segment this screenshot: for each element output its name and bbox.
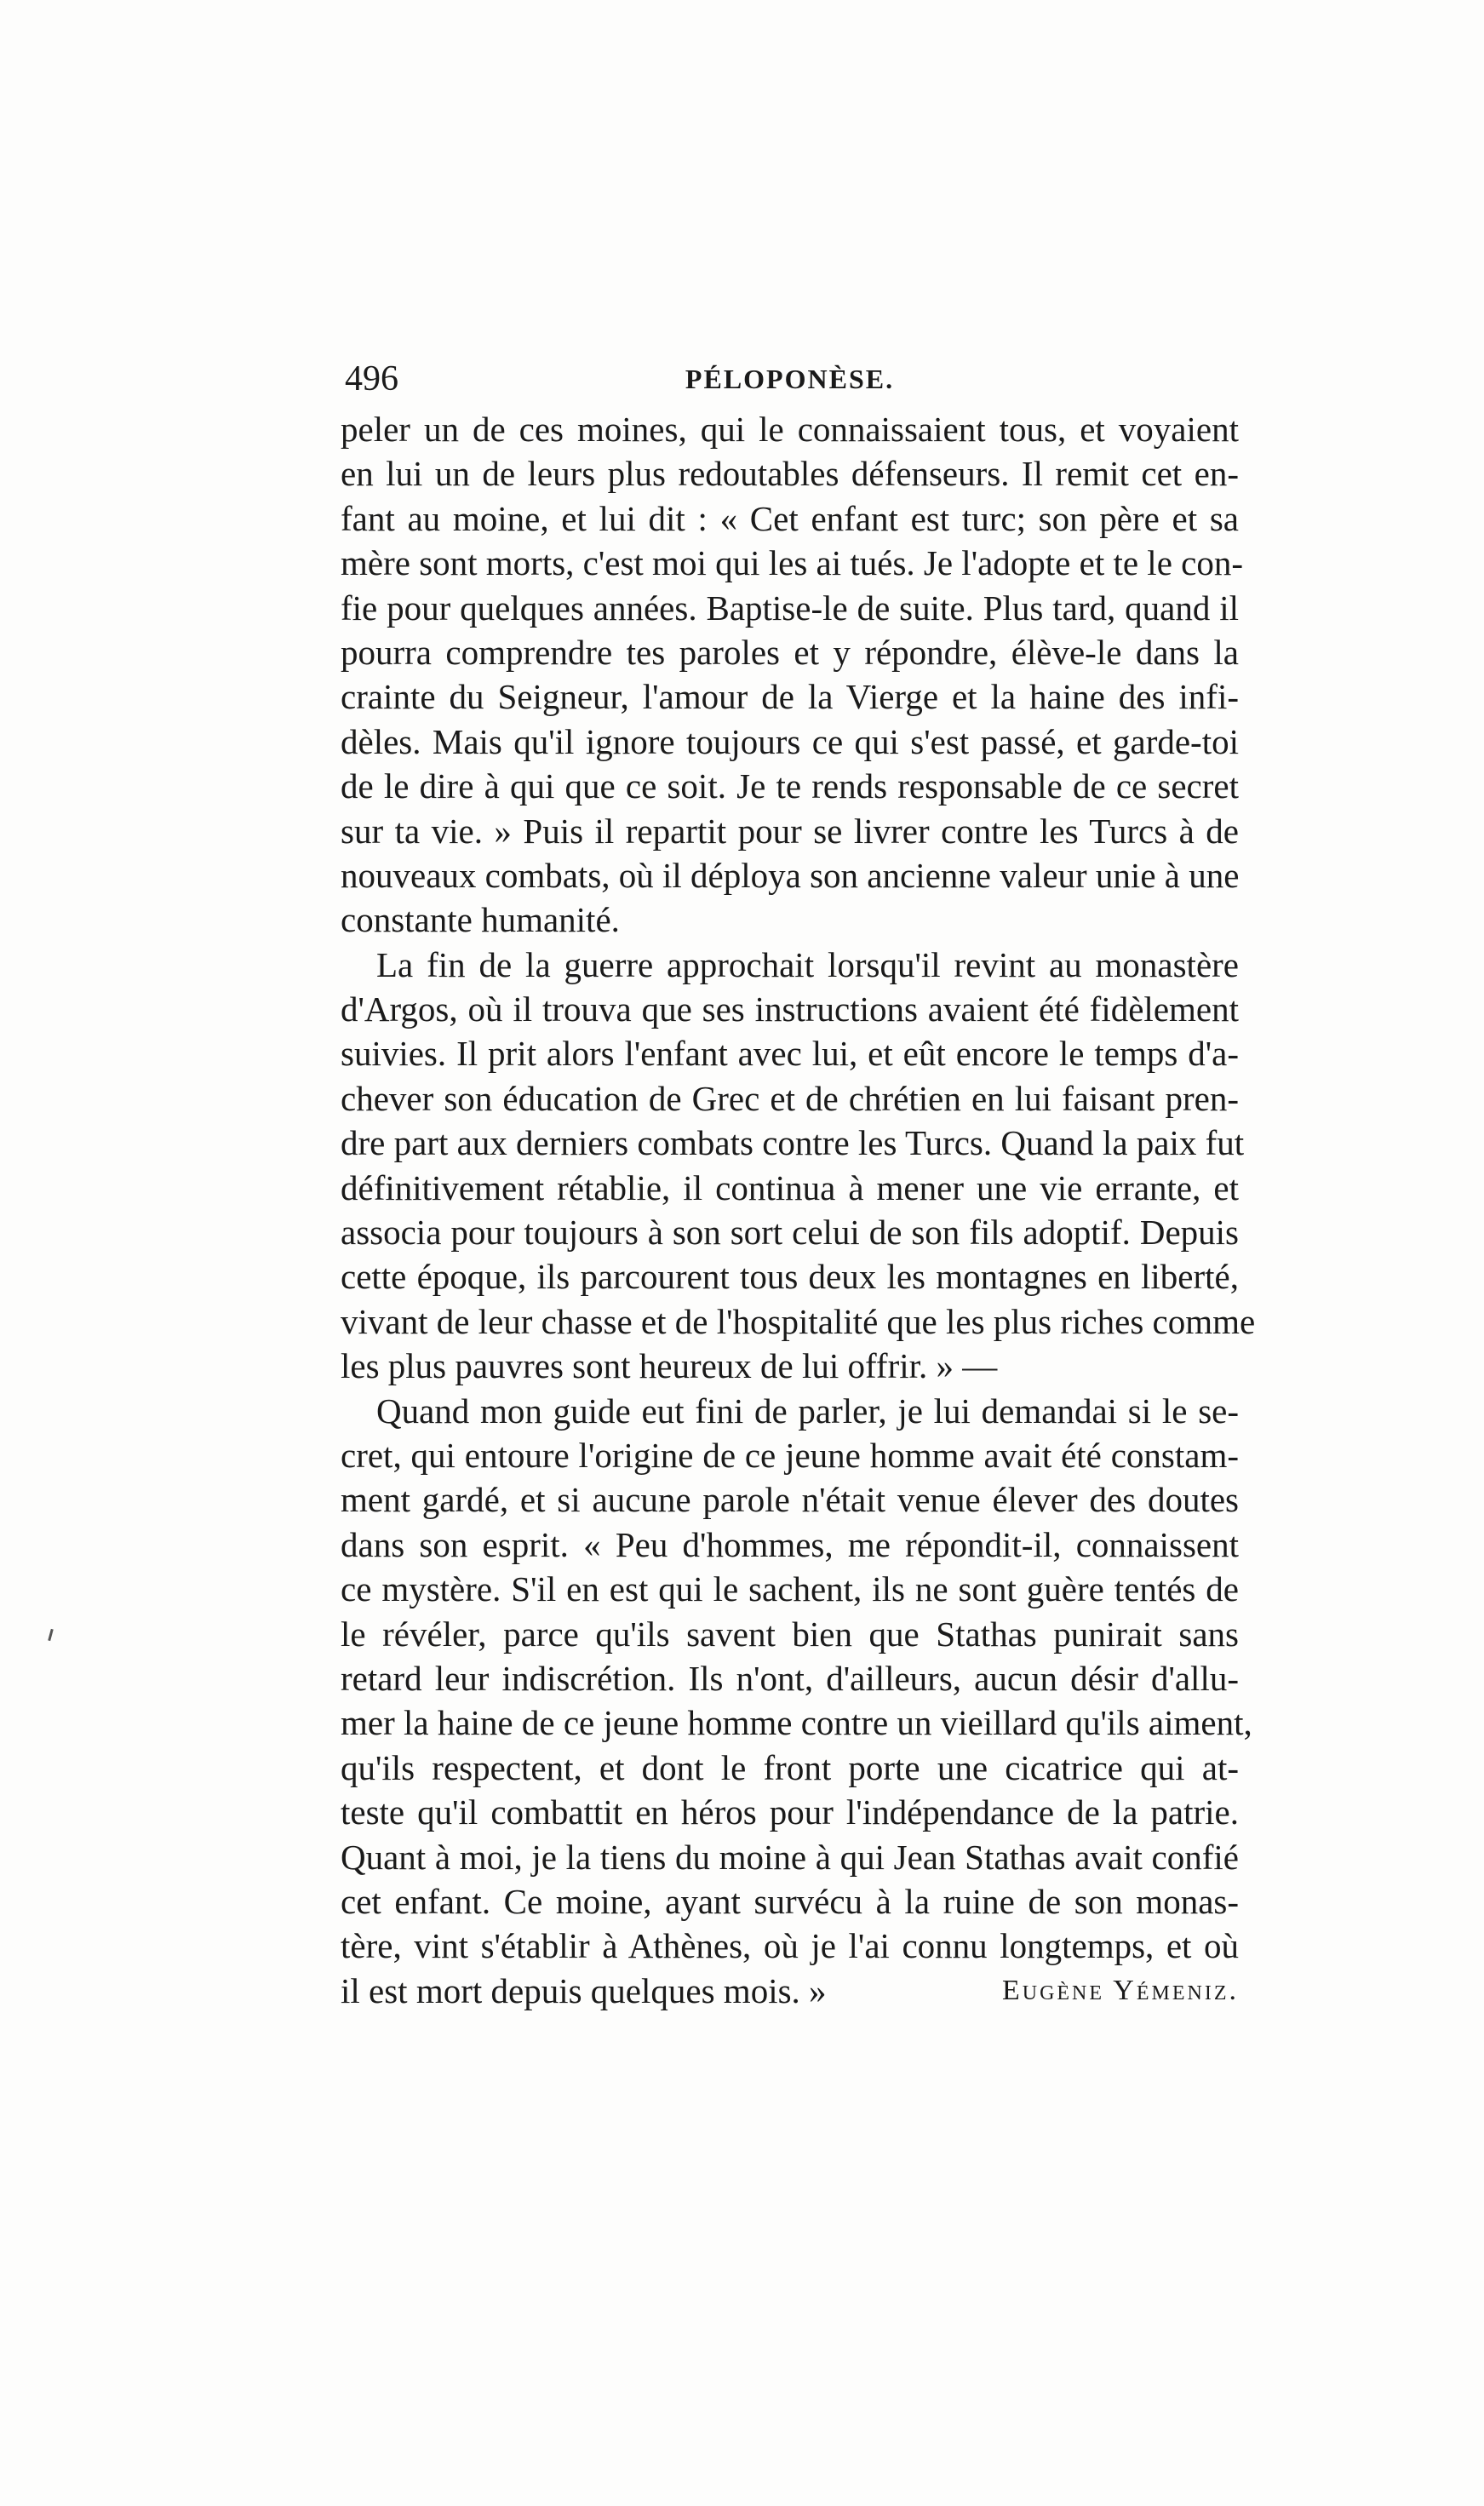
paragraph bbox=[341, 943, 1256, 1389]
text-line: les plus pauvres sont heureux de lui offrir. » — bbox=[341, 1346, 998, 1386]
paragraph bbox=[341, 1389, 1252, 2013]
text-line: le révéler, parce qu'ils savent bien que Stathas punirait sans bbox=[341, 1614, 1239, 1654]
text-line: vivant de leur chasse et de l'hospitalité que les plus riches comme bbox=[341, 1301, 1256, 1341]
text-line: constante humanité. bbox=[341, 900, 620, 940]
text-line: pourra comprendre tes paroles et y répondre, élève-le dans la bbox=[341, 632, 1239, 672]
text-line: ment gardé, et si aucune parole n'était venue élever des doutes bbox=[341, 1480, 1239, 1520]
text-line: mère sont morts, c'est moi qui les ai tués. Je l'adopte et te le con- bbox=[341, 543, 1243, 583]
text-line: retard leur indiscrétion. Ils n'ont, d'ailleurs, aucun désir d'allu- bbox=[341, 1658, 1239, 1698]
text-line: ce mystère. S'il en est qui le sachent, ils ne sont guère tentés de bbox=[341, 1569, 1239, 1609]
text-line: qu'ils respectent, et dont le front porte une cicatrice qui at- bbox=[341, 1747, 1239, 1787]
text-line: d'Argos, où il trouva que ses instructions avaient été fidèlement bbox=[341, 989, 1239, 1029]
text-line: cret, qui entoure l'origine de ce jeune homme avait été constam- bbox=[341, 1435, 1239, 1475]
text-line: cet enfant. Ce moine, ayant survécu à la ruine de son monas- bbox=[341, 1881, 1239, 1921]
text-line: dre part aux derniers combats contre les Turcs. Quand la paix fut bbox=[341, 1123, 1245, 1163]
text-line: Quand mon guide eut fini de parler, je lui demandai si le se- bbox=[376, 1391, 1239, 1431]
author-signature: Eugène Yémeniz. bbox=[1001, 1974, 1239, 2006]
text-line: mer la haine de ce jeune homme contre un vieillard qu'ils aiment, bbox=[341, 1703, 1252, 1743]
text-line: définitivement rétablie, il continua à mener une vie errante, et bbox=[341, 1167, 1239, 1207]
text-line: peler un de ces moines, qui le connaissaient tous, et voyaient bbox=[341, 410, 1239, 449]
text-line: fie pour quelques années. Baptise-le de suite. Plus tard, quand il bbox=[341, 588, 1239, 628]
text-line: Quant à moi, je la tiens du moine à qui Jean Stathas avait confié bbox=[341, 1837, 1239, 1877]
text-line: cette époque, ils parcourent tous deux les montagnes en liberté, bbox=[341, 1257, 1239, 1297]
text-line: chever son éducation de Grec et de chrétien en lui faisant pren- bbox=[341, 1078, 1239, 1118]
body-text bbox=[341, 407, 1256, 2013]
text-line: tère, vint s'établir à Athènes, où je l'ai connu longtemps, et où bbox=[341, 1926, 1239, 1966]
text-line: de le dire à qui que ce soit. Je te rends responsable de ce secret bbox=[341, 766, 1239, 806]
text-line: teste qu'il combattit en héros pour l'indépendance de la patrie. bbox=[341, 1792, 1239, 1832]
text-line: crainte du Seigneur, l'amour de la Vierge et la haine des infi- bbox=[341, 677, 1239, 717]
text-line: suivies. Il prit alors l'enfant avec lui, et eût encore le temps d'a- bbox=[341, 1034, 1239, 1074]
text-line: en lui un de leurs plus redoutables défenseurs. Il remit cet en- bbox=[341, 454, 1239, 494]
margin-mark bbox=[48, 1629, 54, 1641]
page-header bbox=[345, 353, 1235, 404]
paragraph bbox=[341, 407, 1243, 943]
text-line: sur ta vie. » Puis il repartit pour se livrer contre les Turcs à de bbox=[341, 811, 1239, 851]
text-line: La fin de la guerre approchait lorsqu'il revint au monastère bbox=[376, 944, 1239, 984]
text-line: il est mort depuis quelques mois. » Eugène Yémeniz. bbox=[341, 1969, 1239, 2013]
text-line: dèles. Mais qu'il ignore toujours ce qui s'est passé, et garde-toi bbox=[341, 721, 1239, 761]
page-number: 496 bbox=[345, 359, 398, 399]
text-line: associa pour toujours à son sort celui de son fils adoptif. Depuis bbox=[341, 1213, 1239, 1253]
text-line: fant au moine, et lui dit : « Cet enfant est turc; son père et sa bbox=[341, 498, 1239, 538]
text-line: nouveaux combats, où il déploya son ancienne valeur unie à une bbox=[341, 855, 1240, 895]
text-line: dans son esprit. « Peu d'hommes, me répondit-il, connaissent bbox=[341, 1524, 1239, 1564]
running-title: PÉLOPONÈSE. bbox=[685, 364, 895, 394]
